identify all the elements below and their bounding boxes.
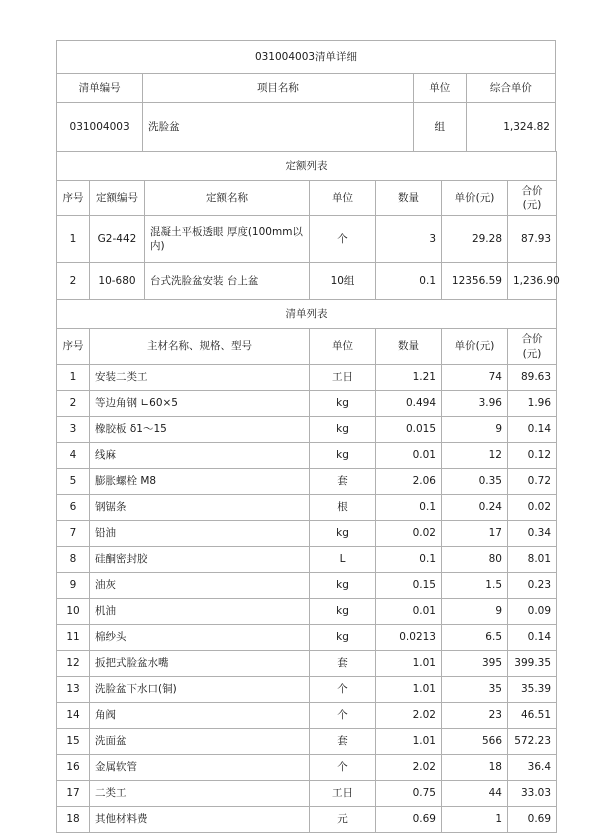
- material-name: 等边角钢 ∟60×5: [90, 390, 310, 416]
- quota-section-title-row: [57, 152, 557, 181]
- material-unit: 套: [310, 468, 376, 494]
- material-name: 其他材料费: [90, 806, 310, 832]
- material-name: 金属软管: [90, 754, 310, 780]
- material-total-price: 399.35: [508, 650, 557, 676]
- material-qty: 0.15: [376, 572, 442, 598]
- quota-unit-price: 29.28: [442, 216, 508, 263]
- material-total-price: 33.03: [508, 780, 557, 806]
- material-qty: 0.015: [376, 416, 442, 442]
- col-header-quota-code: 定额编号: [90, 181, 145, 216]
- material-unit-price: 3.96: [442, 390, 508, 416]
- material-name: 硅酮密封胶: [90, 546, 310, 572]
- table-row: [57, 806, 557, 832]
- material-seq: 10: [57, 598, 90, 624]
- material-unit: kg: [310, 624, 376, 650]
- bill-item-code: 031004003: [57, 103, 143, 152]
- quota-seq: 1: [57, 216, 90, 263]
- quota-total-price: 1,236.90: [508, 263, 557, 300]
- col-header-material-name: 主材名称、规格、型号: [90, 329, 310, 364]
- material-qty: 1.01: [376, 728, 442, 754]
- table-row: [57, 364, 557, 390]
- material-qty: 0.494: [376, 390, 442, 416]
- material-unit: kg: [310, 598, 376, 624]
- material-unit: kg: [310, 416, 376, 442]
- col-header-quota-totalprice: 合价(元): [508, 181, 557, 216]
- material-qty: 0.01: [376, 598, 442, 624]
- bill-header-row: [57, 74, 556, 103]
- quota-section-title: 定额列表: [57, 152, 557, 181]
- material-qty: 1.01: [376, 650, 442, 676]
- material-seq: 5: [57, 468, 90, 494]
- table-row: [57, 572, 557, 598]
- material-seq: 15: [57, 728, 90, 754]
- material-seq: 3: [57, 416, 90, 442]
- material-unit-price: 0.35: [442, 468, 508, 494]
- material-qty: 0.69: [376, 806, 442, 832]
- material-unit: 个: [310, 754, 376, 780]
- material-unit-price: 6.5: [442, 624, 508, 650]
- col-header-bill-unit: 单位: [413, 74, 466, 103]
- table-row: [57, 728, 557, 754]
- material-unit-price: 1.5: [442, 572, 508, 598]
- material-unit: 工日: [310, 364, 376, 390]
- material-qty: 0.75: [376, 780, 442, 806]
- quota-total-price: 87.93: [508, 216, 557, 263]
- col-header-material-unitprice: 单价(元): [442, 329, 508, 364]
- col-header-bill-price: 综合单价: [466, 74, 555, 103]
- bill-detail-page: [56, 40, 560, 833]
- table-row: [57, 216, 557, 263]
- quota-code: G2-442: [90, 216, 145, 263]
- material-seq: 16: [57, 754, 90, 780]
- material-unit: kg: [310, 390, 376, 416]
- quota-header-row: [57, 181, 557, 216]
- material-name: 线麻: [90, 442, 310, 468]
- table-row: [57, 494, 557, 520]
- material-qty: 0.1: [376, 546, 442, 572]
- material-unit: 套: [310, 650, 376, 676]
- material-unit: kg: [310, 520, 376, 546]
- quota-unit-price: 12356.59: [442, 263, 508, 300]
- table-row: [57, 598, 557, 624]
- quota-unit: 10组: [310, 263, 376, 300]
- material-seq: 2: [57, 390, 90, 416]
- bill-item-name: 洗脸盆: [143, 103, 414, 152]
- table-row: [57, 520, 557, 546]
- material-total-price: 1.96: [508, 390, 557, 416]
- material-unit-price: 17: [442, 520, 508, 546]
- col-header-bill-code: 清单编号: [57, 74, 143, 103]
- page-title: 031004003清单详细: [57, 41, 556, 74]
- material-name: 机油: [90, 598, 310, 624]
- table-row: [57, 624, 557, 650]
- material-unit-price: 566: [442, 728, 508, 754]
- material-unit-price: 80: [442, 546, 508, 572]
- material-name: 洗面盆: [90, 728, 310, 754]
- material-seq: 8: [57, 546, 90, 572]
- material-seq: 1: [57, 364, 90, 390]
- material-name: 膨胀螺栓 M8: [90, 468, 310, 494]
- col-header-quota-unit: 单位: [310, 181, 376, 216]
- material-unit-price: 74: [442, 364, 508, 390]
- quota-list-table: [56, 151, 560, 300]
- material-unit-price: 18: [442, 754, 508, 780]
- material-unit: 元: [310, 806, 376, 832]
- material-qty: 1.01: [376, 676, 442, 702]
- material-section-title-row: [57, 300, 557, 329]
- material-seq: 13: [57, 676, 90, 702]
- material-qty: 0.02: [376, 520, 442, 546]
- material-name: 安装二类工: [90, 364, 310, 390]
- table-row: [57, 263, 557, 300]
- quota-name: 混凝土平板透眼 厚度(100mm以内): [145, 216, 310, 263]
- quota-seq: 2: [57, 263, 90, 300]
- material-name: 油灰: [90, 572, 310, 598]
- material-seq: 14: [57, 702, 90, 728]
- table-row: [57, 390, 557, 416]
- material-unit-price: 12: [442, 442, 508, 468]
- bill-item-row: [57, 103, 556, 152]
- material-name: 角阀: [90, 702, 310, 728]
- table-row: [57, 416, 557, 442]
- quota-code: 10-680: [90, 263, 145, 300]
- material-total-price: 0.23: [508, 572, 557, 598]
- col-header-material-unit: 单位: [310, 329, 376, 364]
- col-header-material-qty: 数量: [376, 329, 442, 364]
- material-total-price: 572.23: [508, 728, 557, 754]
- table-row: [57, 676, 557, 702]
- material-total-price: 0.09: [508, 598, 557, 624]
- material-name: 扳把式脸盆水嘴: [90, 650, 310, 676]
- material-unit: L: [310, 546, 376, 572]
- material-seq: 17: [57, 780, 90, 806]
- material-unit-price: 1: [442, 806, 508, 832]
- table-row: [57, 442, 557, 468]
- material-unit: 根: [310, 494, 376, 520]
- col-header-material-seq: 序号: [57, 329, 90, 364]
- material-unit: 套: [310, 728, 376, 754]
- col-header-quota-unitprice: 单价(元): [442, 181, 508, 216]
- material-seq: 11: [57, 624, 90, 650]
- material-total-price: 0.69: [508, 806, 557, 832]
- quota-unit: 个: [310, 216, 376, 263]
- quota-name: 台式洗脸盆安装 台上盆: [145, 263, 310, 300]
- bill-summary-table: [56, 40, 556, 152]
- material-unit-price: 44: [442, 780, 508, 806]
- bill-item-price: 1,324.82: [466, 103, 555, 152]
- material-qty: 2.02: [376, 754, 442, 780]
- bill-item-unit: 组: [413, 103, 466, 152]
- material-qty: 0.01: [376, 442, 442, 468]
- material-total-price: 0.14: [508, 624, 557, 650]
- table-row: [57, 780, 557, 806]
- material-unit-price: 395: [442, 650, 508, 676]
- material-total-price: 0.72: [508, 468, 557, 494]
- material-unit-price: 0.24: [442, 494, 508, 520]
- table-row: [57, 546, 557, 572]
- table-row: [57, 754, 557, 780]
- material-seq: 4: [57, 442, 90, 468]
- material-list-table: [56, 299, 557, 832]
- material-unit: 个: [310, 676, 376, 702]
- material-unit-price: 35: [442, 676, 508, 702]
- material-seq: 6: [57, 494, 90, 520]
- quota-qty: 3: [376, 216, 442, 263]
- material-unit-price: 9: [442, 416, 508, 442]
- material-name: 棉纱头: [90, 624, 310, 650]
- table-row: [57, 702, 557, 728]
- material-seq: 9: [57, 572, 90, 598]
- material-name: 钢锯条: [90, 494, 310, 520]
- material-total-price: 0.34: [508, 520, 557, 546]
- material-total-price: 0.02: [508, 494, 557, 520]
- material-total-price: 36.4: [508, 754, 557, 780]
- material-section-title: 清单列表: [57, 300, 557, 329]
- col-header-bill-name: 项目名称: [143, 74, 414, 103]
- material-seq: 12: [57, 650, 90, 676]
- material-qty: 1.21: [376, 364, 442, 390]
- material-unit: kg: [310, 442, 376, 468]
- material-total-price: 35.39: [508, 676, 557, 702]
- material-total-price: 46.51: [508, 702, 557, 728]
- material-qty: 0.1: [376, 494, 442, 520]
- material-total-price: 0.12: [508, 442, 557, 468]
- quota-qty: 0.1: [376, 263, 442, 300]
- material-total-price: 89.63: [508, 364, 557, 390]
- col-header-quota-qty: 数量: [376, 181, 442, 216]
- material-name: 橡胶板 δ1～15: [90, 416, 310, 442]
- material-unit: 个: [310, 702, 376, 728]
- material-name: 铅油: [90, 520, 310, 546]
- material-seq: 7: [57, 520, 90, 546]
- material-qty: 2.02: [376, 702, 442, 728]
- material-qty: 2.06: [376, 468, 442, 494]
- material-qty: 0.0213: [376, 624, 442, 650]
- material-unit: kg: [310, 572, 376, 598]
- material-unit: 工日: [310, 780, 376, 806]
- col-header-quota-name: 定额名称: [145, 181, 310, 216]
- material-total-price: 0.14: [508, 416, 557, 442]
- material-header-row: [57, 329, 557, 364]
- table-row: [57, 468, 557, 494]
- col-header-quota-seq: 序号: [57, 181, 90, 216]
- material-unit-price: 23: [442, 702, 508, 728]
- material-name: 二类工: [90, 780, 310, 806]
- material-name: 洗脸盆下水口(铜): [90, 676, 310, 702]
- material-total-price: 8.01: [508, 546, 557, 572]
- col-header-material-totalprice: 合价(元): [508, 329, 557, 364]
- document-title-row: [57, 41, 556, 74]
- material-seq: 18: [57, 806, 90, 832]
- table-row: [57, 650, 557, 676]
- material-unit-price: 9: [442, 598, 508, 624]
